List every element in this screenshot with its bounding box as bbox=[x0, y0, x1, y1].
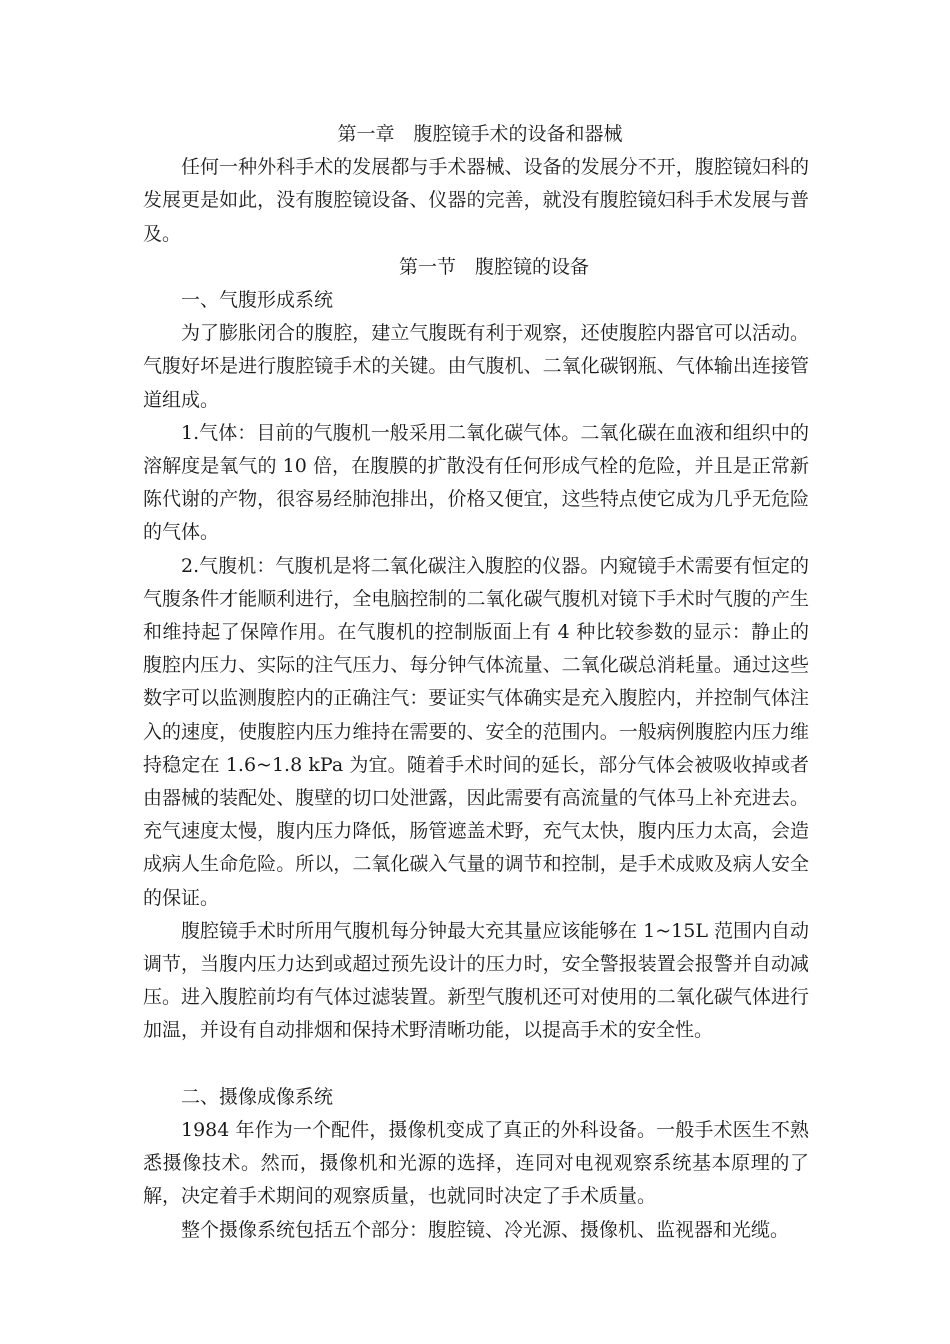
insufflator-paragraph: 2.气腹机：气腹机是将二氧化碳注入腹腔的仪器。内窥镜手术需要有恒定的气腹条件才能顺利进行，全电脑控制的二氧化碳气腹机对镜下手术时气腹的产生和维持起了保障作用。在气腹机的控制版面上有 4 种比较参数的显示：静止的腹腔内压力、实际的注气压力、每分钟气体流量、二氧化碳总消耗量。通过这些数字可以监测腹腔内的正确注气：要证实气体确实是充入腹腔内，并控制气体注入的速度，使腹腔内压力维持在需要的、安全的范围内。一般病例腹腔内压力维持稳定在 1.6~1.8 kPa 为宜。随着手术时间的延长，部分气体会被吸收掉或者由器械的装配处、腹壁的切口处泄露，因此需要有高流量的气体马上补充进去。充气速度太慢，腹内压力降低，肠管遮盖术野，充气太快，腹内压力太高，会造成病人生命危险。所以，二氧化碳入气量的调节和控制，是手术成败及病人安全的保证。 bbox=[143, 554, 809, 909]
subsection-1-heading: 一、气腹形成系统 bbox=[181, 289, 334, 312]
chapter-title: 第一章 腹腔镜手术的设备和器械 bbox=[337, 123, 623, 145]
pneumoperitoneum-paragraph-1: 为了膨胀闭合的腹腔，建立气腹既有利于观察，还使腹腔内器官可以活动。气腹好坏是进行腹腔镜手术的关键。由气腹机、二氧化碳钢瓶、气体输出连接管道组成。 bbox=[143, 322, 809, 411]
camera-paragraph-1: 1984 年作为一个配件，摄像机变成了真正的外科设备。一般手术医生不熟悉摄像技术。然而，摄像机和光源的选择，连同对电视观察系统基本原理的了解，决定着手术期间的观察质量，也就同时决定了手术质量。 bbox=[143, 1118, 809, 1208]
subsection-2-heading: 二、摄像成像系统 bbox=[181, 1085, 334, 1108]
paragraph-gap bbox=[143, 1048, 809, 1081]
section-title: 第一节 腹腔镜的设备 bbox=[398, 255, 589, 278]
gas-paragraph: 1.气体：目前的气腹机一般采用二氧化碳气体。二氧化碳在血液和组织中的溶解度是氧气的 10 倍，在腹膜的扩散没有任何形成气栓的危险，并且是正常新陈代谢的产物，很容易经肺泡排出，价格又便宜，这些特点使它成为几乎无危险的气体。 bbox=[143, 421, 809, 544]
flow-regulation-paragraph: 腹腔镜手术时所用气腹机每分钟最大充其量应该能够在 1~15L 范围内自动调节，当腹内压力达到或超过预先设计的压力时，安全警报装置会报警并自动减压。进入腹腔前均有气体过滤装置。新型气腹机还可对使用的二氧化碳气体进行加温，并设有自动排烟和保持术野清晰功能，以提高手术的安全性。 bbox=[143, 919, 809, 1042]
document-body bbox=[143, 118, 809, 1247]
camera-paragraph-2: 整个摄像系统包括五个部分：腹腔镜、冷光源、摄像机、监视器和光缆。 bbox=[181, 1218, 790, 1241]
intro-paragraph: 任何一种外科手术的发展都与手术器械、设备的发展分不开，腹腔镜妇科的发展更是如此，没有腹腔镜设备、仪器的完善，就没有腹腔镜妇科手术发展与普及。 bbox=[143, 156, 809, 245]
